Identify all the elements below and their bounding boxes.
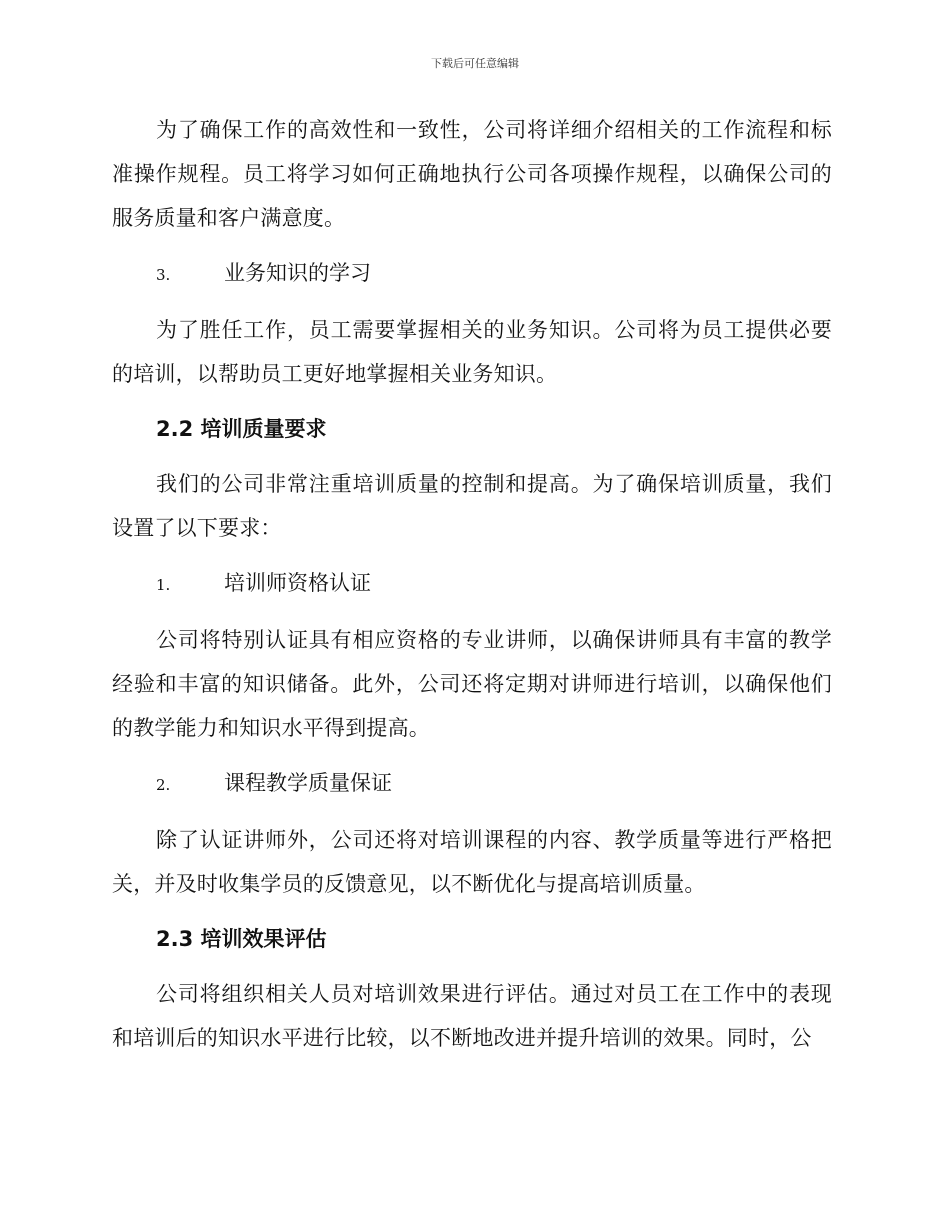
list-item-number: 3. (156, 266, 171, 284)
list-item-label: 业务知识的学习 (224, 261, 371, 285)
list-item (112, 251, 832, 297)
list-item (112, 561, 832, 607)
paragraph: 我们的公司非常注重培训质量的控制和提高。为了确保培训质量，我们设置了以下要求： (112, 472, 832, 540)
paragraph: 为了确保工作的高效性和一致性，公司将详细介绍相关的工作流程和标准操作规程。员工将学习如何正确地执行公司各项操作规程，以确保公司的服务质量和客户满意度。 (112, 118, 832, 230)
paragraph: 为了胜任工作，员工需要掌握相关的业务知识。公司将为员工提供必要的培训，以帮助员工更好地掌握相关业务知识。 (112, 318, 832, 386)
paragraph: 公司将特别认证具有相应资格的专业讲师，以确保讲师具有丰富的教学经验和丰富的知识储备。此外，公司还将定期对讲师进行培训，以确保他们的教学能力和知识水平得到提高。 (112, 628, 832, 740)
list-item-number: 2. (156, 776, 171, 794)
paragraph: 公司将组织相关人员对培训效果进行评估。通过对员工在工作中的表现和培训后的知识水平进行比较，以不断地改进并提升培训的效果。同时，公 (112, 982, 832, 1050)
section-heading: 2.3 培训效果评估 (156, 927, 327, 951)
list-item-label: 培训师资格认证 (224, 571, 371, 595)
document-body (112, 108, 832, 1071)
list-item-number: 1. (156, 576, 171, 594)
list-item-label: 课程教学质量保证 (224, 771, 392, 795)
page-header: 下载后可任意编辑 (431, 57, 519, 70)
section-heading: 2.2 培训质量要求 (156, 417, 327, 441)
list-item (112, 761, 832, 807)
paragraph: 除了认证讲师外，公司还将对培训课程的内容、教学质量等进行严格把关，并及时收集学员的反馈意见，以不断优化与提高培训质量。 (112, 828, 832, 896)
